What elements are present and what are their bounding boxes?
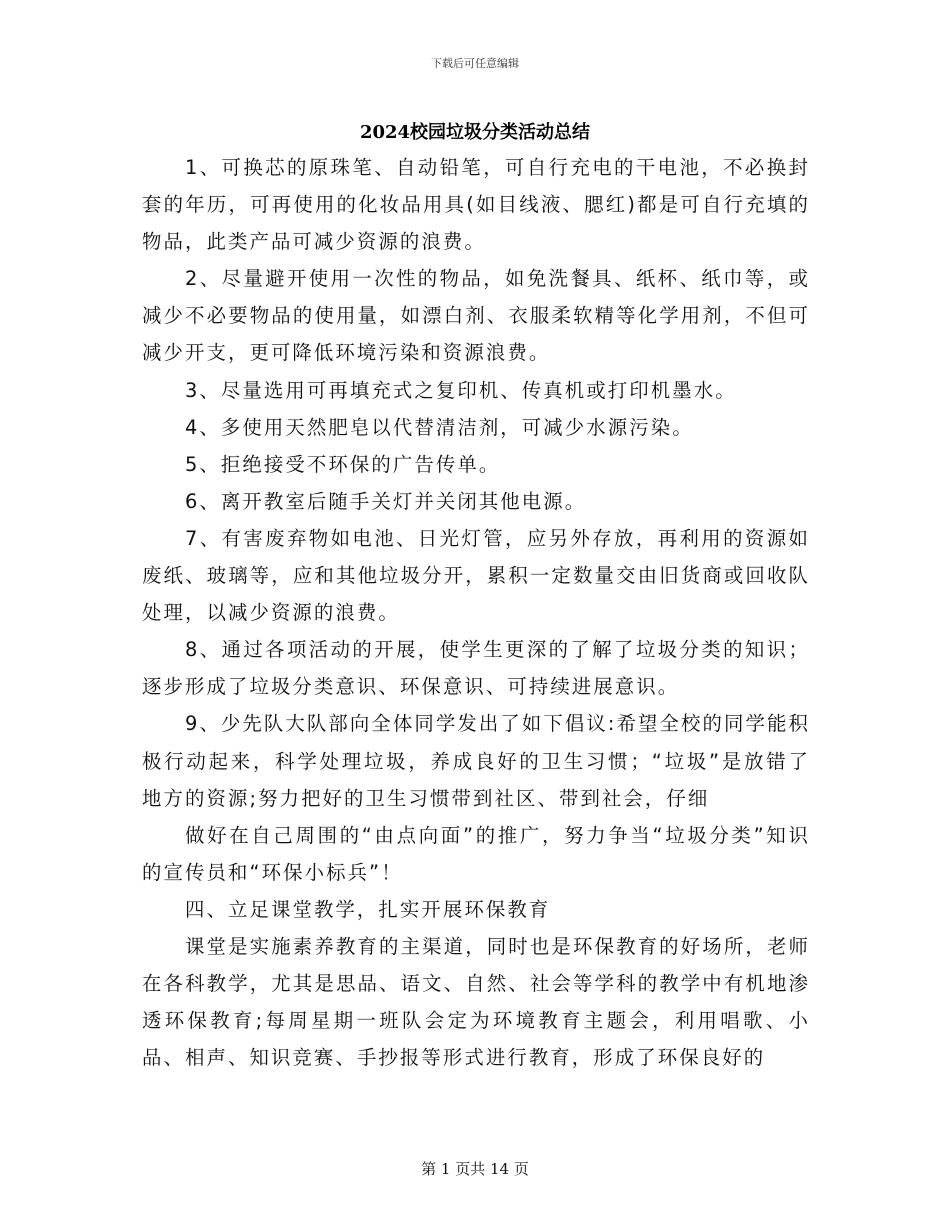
paragraph-1: 1、可换芯的原珠笔、自动铅笔，可自行充电的干电池，不必换封套的年历，可再使用的化妆品用具(如目线液、腮红)都是可自行充填的物品，此类产品可减少资源的浪费。 <box>142 156 810 254</box>
section-heading: 四、立足课堂教学，扎实开展环保教育 <box>185 897 551 921</box>
paragraph-8: 8、通过各项活动的开展，使学生更深的了解了垃圾分类的知识；逐步形成了垃圾分类意识、环保意识、可持续进展意识。 <box>142 638 810 699</box>
download-note: 下载后可任意编辑 <box>431 57 519 70</box>
paragraph-5: 5、拒绝接受不环保的广告传单。 <box>185 452 501 476</box>
paragraph-12: 课堂是实施素养教育的主渠道，同时也是环保教育的好场所，老师在各科教学，尤其是思品、语文、自然、社会等学科的教学中有机地渗透环保教育;每周星期一班队会定为环境教育主题会，利用唱歌、小品、相声、知识竞赛、手抄报等形式进行教育，形成了环保良好的 <box>142 934 810 1070</box>
paragraph-7: 7、有害废弃物如电池、日光灯管，应另外存放，再利用的资源如废纸、玻璃等，应和其他垃圾分开，累积一定数量交由旧货商或回收队处理，以减少资源的浪费。 <box>142 526 810 625</box>
paragraph-10: 做好在自己周围的“由点向面”的推广，努力争当“垃圾分类”知识的宣传员和“环保小标兵”！ <box>142 823 810 884</box>
paragraph-9: 9、少先队大队部向全体同学发出了如下倡议:希望全校的同学能积极行动起来，科学处理垃圾，养成良好的卫生习惯；“垃圾”是放错了地方的资源;努力把好的卫生习惯带到社区、带到社会，仔细 <box>142 712 810 810</box>
document-title: 2024校园垃圾分类活动总结 <box>359 122 591 143</box>
paragraph-6: 6、离开教室后随手关灯并关闭其他电源。 <box>185 489 587 513</box>
paragraph-3: 3、尽量选用可再填充式之复印机、传真机或打印机墨水。 <box>185 378 737 402</box>
paragraph-4: 4、多使用天然肥皂以代替清洁剂，可减少水源污染。 <box>185 415 694 439</box>
paragraph-2: 2、尽量避开使用一次性的物品，如免洗餐具、纸杯、纸巾等，或减少不必要物品的使用量，如漂白剂、衣服柔软精等化学用剂，不但可减少开支，更可降低环境污染和资源浪费。 <box>142 267 810 365</box>
document-body <box>142 149 810 1076</box>
page-number: 第 1 页共 14 页 <box>421 1160 529 1178</box>
